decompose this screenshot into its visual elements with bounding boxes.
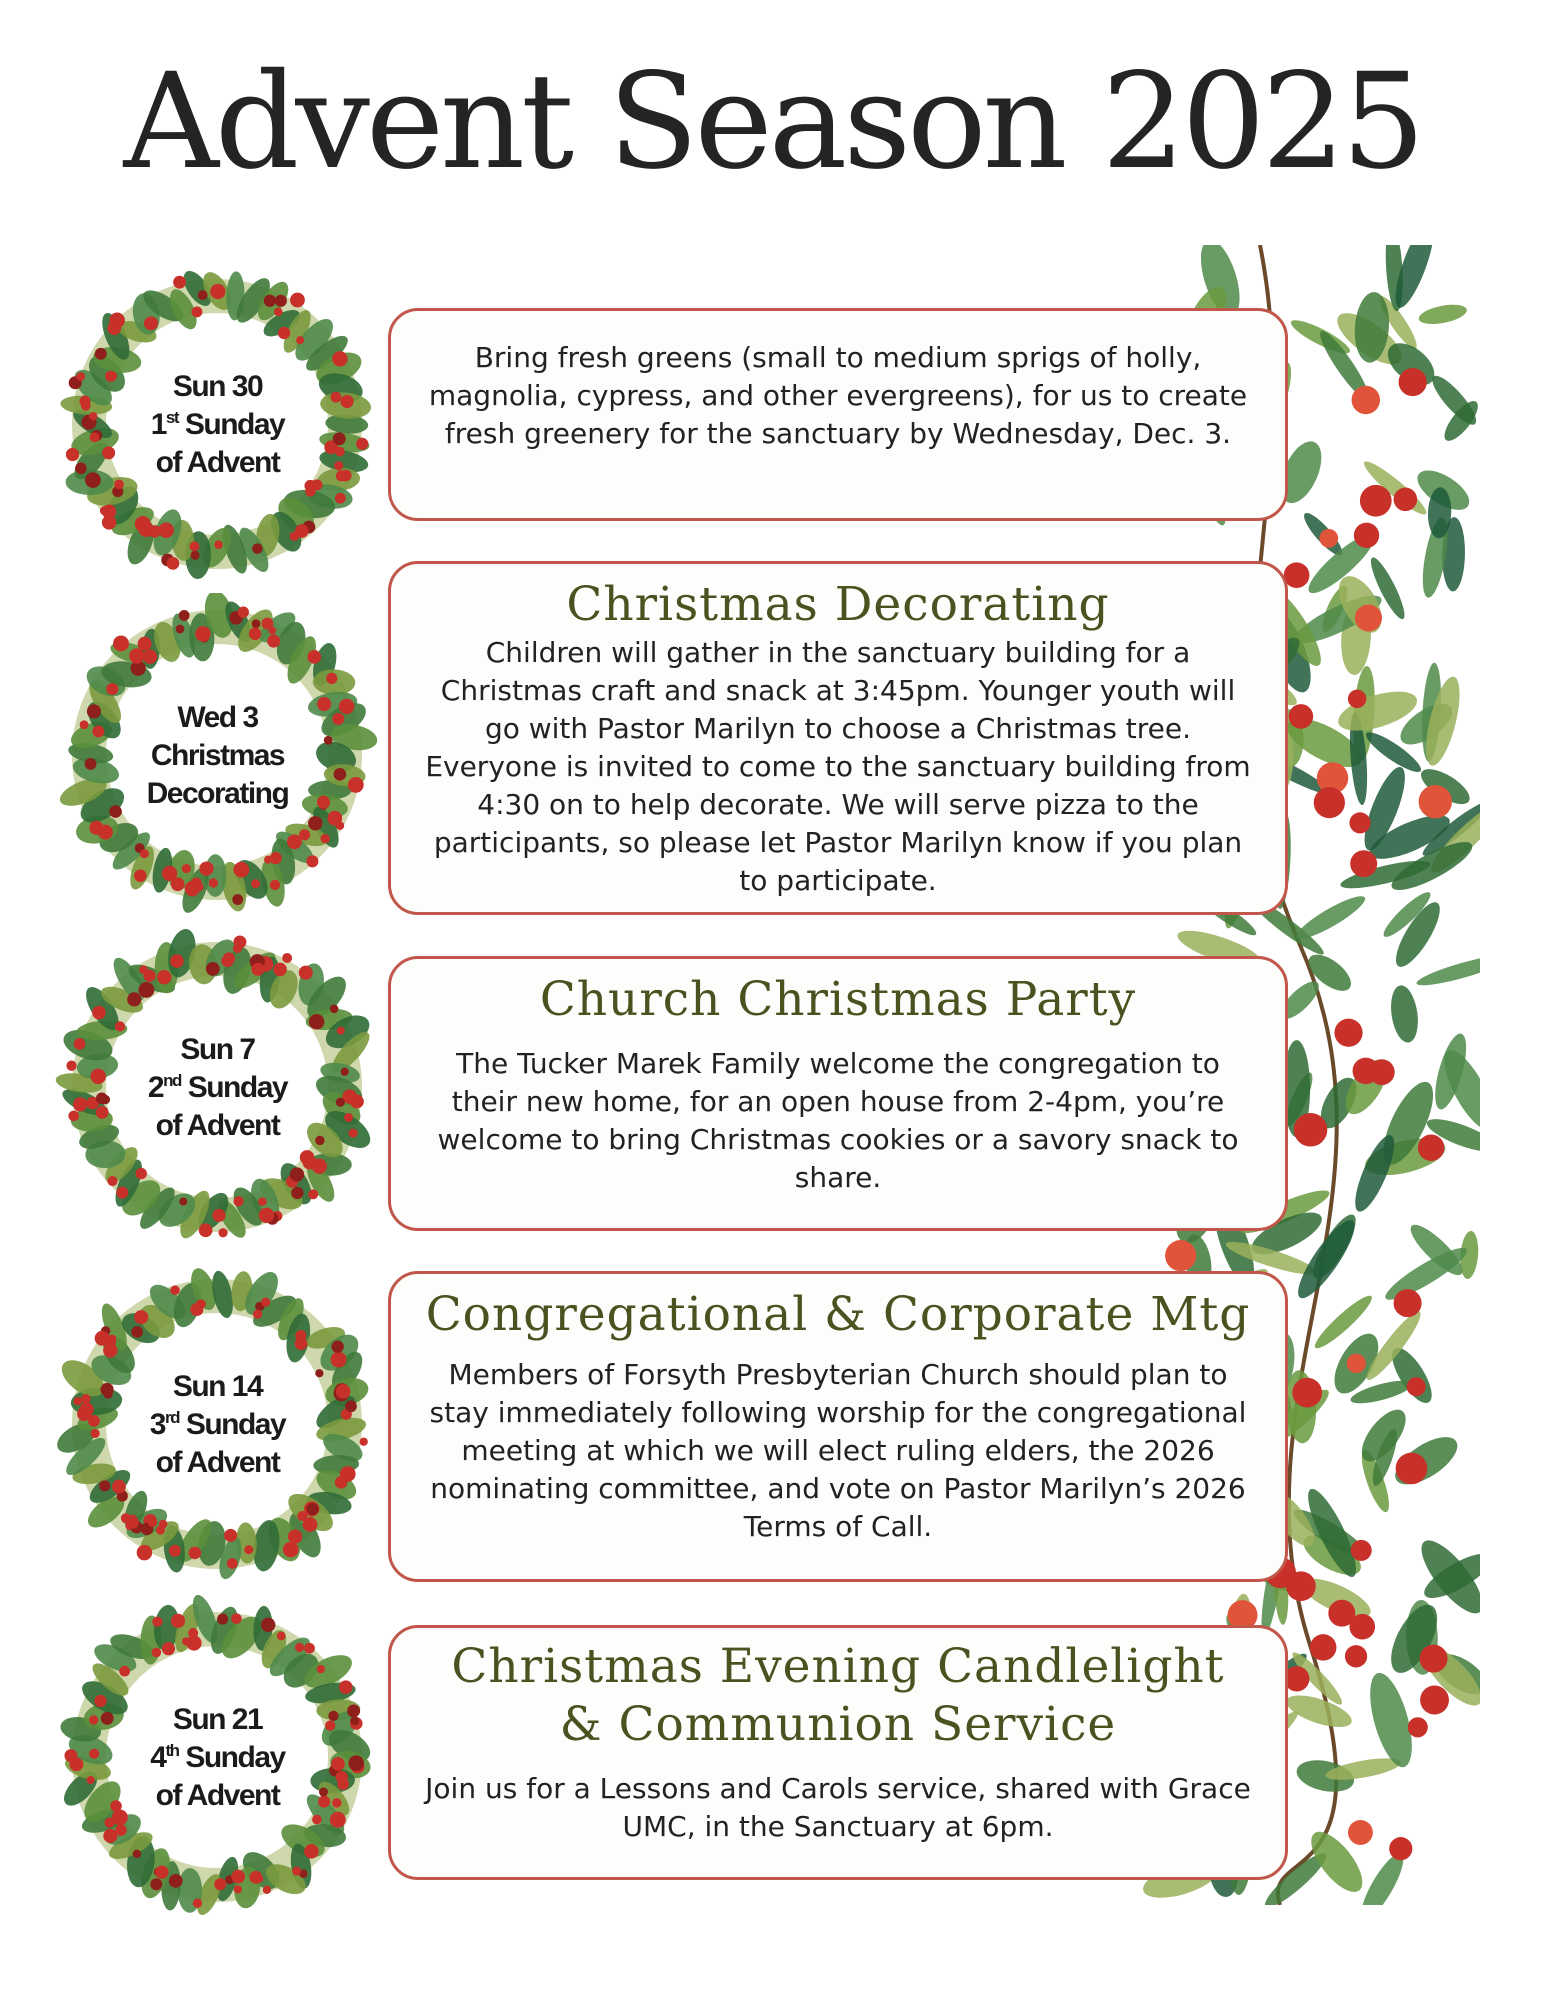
event-card-christmas-party: [388, 956, 1288, 1231]
event-card-christmas-decorating: [388, 561, 1288, 915]
event-description: Members of Forsyth Presbyterian Church should plan to stay immediately following worship for the congregational meeting at which we will elect ruling elders, the 2026 nominating committee, and vote on Pastor Marilyn’s 2026 Terms of Call.: [429, 1358, 1247, 1543]
event-card-candlelight-service: [388, 1625, 1288, 1880]
wreath-line-1: Sun 30: [172, 369, 263, 403]
wreath-line-2: 3rd Sunday: [149, 1407, 286, 1441]
wreath-line-1: Sun 7: [180, 1032, 255, 1066]
wreath-date-label: [95, 683, 340, 828]
wreath-line-3: of Advent: [155, 1445, 280, 1479]
wreath-line-1: Wed 3: [177, 700, 258, 734]
wreath-line-1: Sun 21: [172, 1702, 263, 1736]
event-title: Church Christmas Party: [539, 972, 1137, 1027]
event-description: The Tucker Marek Family welcome the congregation to their new home, for an open house from 2-4pm, you’re welcome to bring Christmas cookies or a savory snack to share.: [437, 1047, 1239, 1194]
event-description: Children will gather in the sanctuary building for a Christmas craft and snack at 3:45pm. Younger youth will go with Pastor Marilyn to choose a Christmas tree. Everyone is invited to come to the sanctuary building from 4:30 on to help decorate. We will serve pizza to the participants, so please let Pastor Marilyn know if you plan to participate.: [425, 636, 1251, 897]
wreath-line-2: 4th Sunday: [150, 1740, 285, 1774]
wreath-line-3: of Advent: [155, 1778, 280, 1812]
wreath-badge-2: [55, 593, 380, 918]
event-description: Bring fresh greens (small to medium sprigs of holly, magnolia, cypress, and other evergreens), for us to create fresh greenery for the sanctuary by Wednesday, Dec. 3.: [428, 341, 1248, 450]
event-title: Christmas Evening Candlelight & Communion Service: [451, 1639, 1225, 1752]
event-description: Join us for a Lessons and Carols service, shared with Grace UMC, in the Sanctuary at 6pm.: [425, 1772, 1251, 1843]
event-title: Congregational & Corporate Mtg: [425, 1287, 1251, 1342]
wreath-line-1: Sun 14: [172, 1369, 263, 1403]
wreath-date-label: [95, 1352, 340, 1497]
wreath-date-label: [95, 1685, 340, 1830]
event-title: Christmas Decorating: [566, 577, 1110, 632]
wreath-badge-3: [55, 925, 380, 1250]
event-card-greens: [388, 308, 1288, 521]
event-card-congregational-meeting: [388, 1271, 1288, 1582]
wreath-line-2: 1st Sunday: [150, 407, 285, 441]
wreath-line-3: of Advent: [155, 1108, 280, 1142]
wreath-line-3: Decorating: [146, 776, 289, 810]
wreath-date-label: [95, 1015, 340, 1160]
wreath-badge-1: [55, 262, 380, 587]
wreath-line-2: Christmas: [150, 738, 285, 772]
wreath-badge-4: [55, 1262, 380, 1587]
wreath-line-3: of Advent: [155, 445, 280, 479]
page-title: Advent Season 2025: [123, 45, 1422, 199]
wreath-date-label: [95, 352, 340, 497]
wreath-line-2: 2nd Sunday: [147, 1070, 288, 1104]
wreath-badge-5: [55, 1595, 380, 1920]
